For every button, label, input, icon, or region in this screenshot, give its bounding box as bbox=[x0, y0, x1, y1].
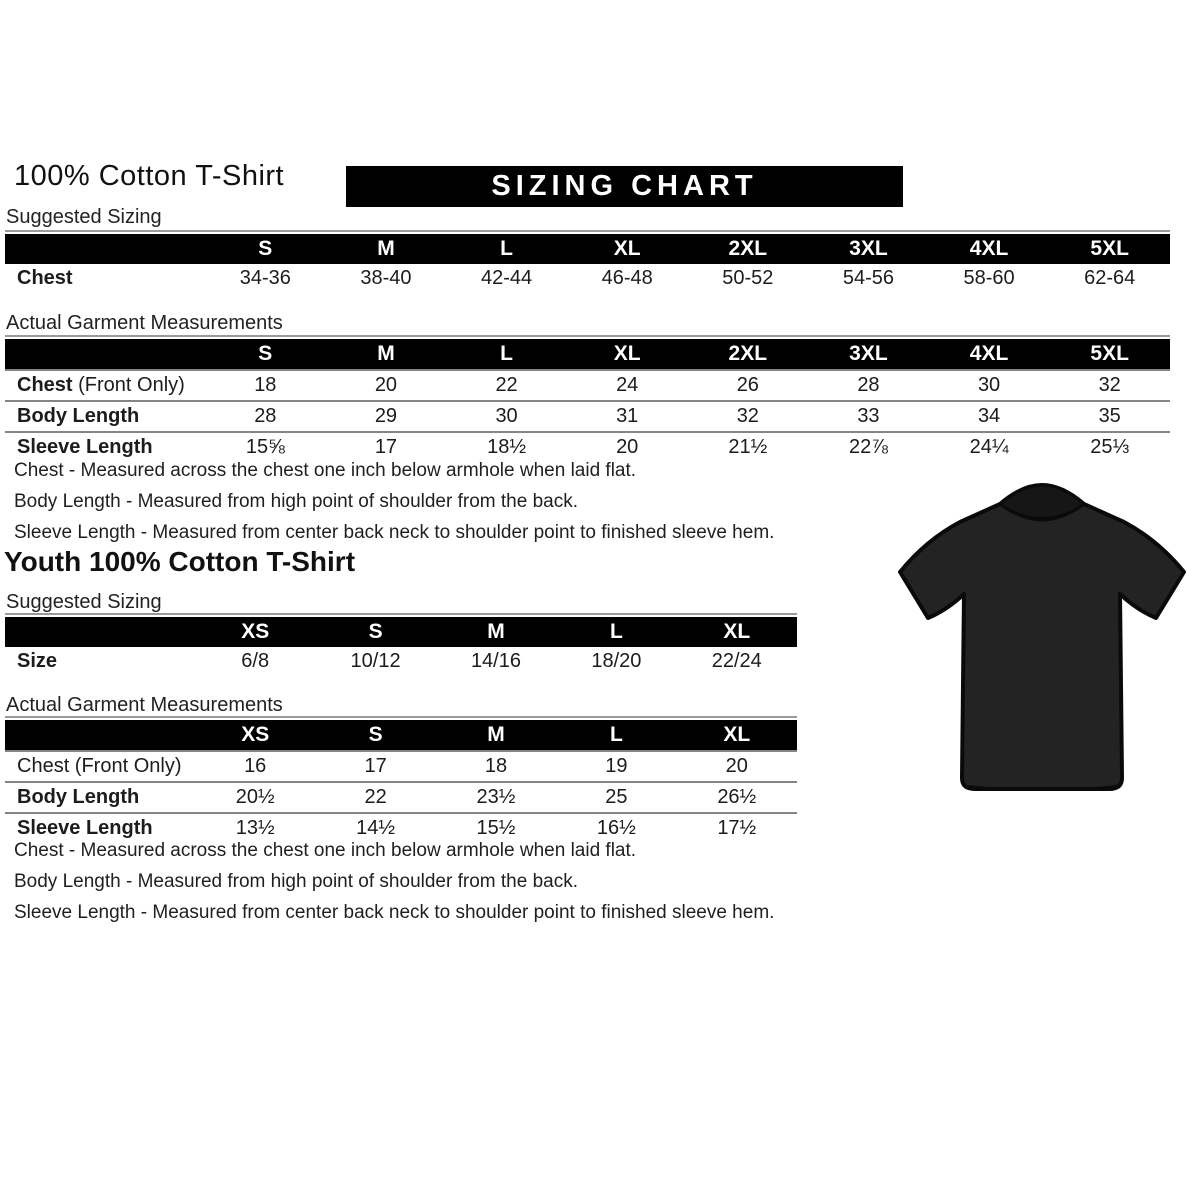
size-header-row bbox=[5, 339, 1170, 370]
measurement-row bbox=[5, 751, 797, 782]
sizing-table bbox=[5, 720, 797, 843]
note-sleeve-length: Sleeve Length - Measured from center back neck to shoulder point to finished sleeve hem. bbox=[14, 522, 775, 543]
youth-actual-measurements-label: Actual Garment Measurements bbox=[6, 694, 283, 716]
size-column-header: M bbox=[436, 720, 556, 751]
size-column-header: XS bbox=[195, 720, 315, 751]
measurement-value: 15⅝ bbox=[245, 436, 285, 458]
size-column-header: S bbox=[315, 720, 435, 751]
measurement-value: 16 bbox=[244, 755, 267, 777]
measurement-value: 32 bbox=[1098, 374, 1121, 396]
measurement-value: 13½ bbox=[235, 817, 275, 839]
size-column-header: 2XL bbox=[688, 339, 809, 370]
row-label-text: Body Length bbox=[17, 786, 140, 808]
measurement-value: 32 bbox=[736, 405, 759, 427]
measurement-row-label bbox=[5, 813, 195, 843]
measurement-value: 54-56 bbox=[842, 267, 895, 289]
measurement-row bbox=[5, 401, 1170, 432]
measurement-row bbox=[5, 370, 1170, 401]
row-label-text: Chest bbox=[17, 374, 73, 396]
size-column-header: L bbox=[446, 339, 567, 370]
measurement-value: 23½ bbox=[476, 786, 516, 808]
measurement-value: 19 bbox=[605, 755, 628, 777]
measurement-value: 50-52 bbox=[722, 267, 774, 289]
measurement-value: 24 bbox=[616, 374, 639, 396]
row-label-text: Chest (Front Only) bbox=[17, 755, 182, 777]
youth-suggested-sizing-label: Suggested Sizing bbox=[6, 591, 162, 613]
size-header-row bbox=[5, 234, 1170, 264]
measurement-row-label bbox=[5, 782, 195, 813]
youth-suggested-sizing-table bbox=[5, 613, 797, 676]
measurement-value: 34 bbox=[977, 405, 1001, 427]
size-column-header: 4XL bbox=[929, 234, 1050, 264]
adult-suggested-sizing-table bbox=[5, 230, 1170, 293]
note-chest: Chest - Measured across the chest one inch below armhole when laid flat. bbox=[14, 460, 637, 481]
youth-actual-measurements-table bbox=[5, 716, 797, 843]
header-spacer bbox=[5, 617, 195, 647]
measurement-value: 14/16 bbox=[470, 650, 521, 672]
size-column-header: M bbox=[436, 617, 556, 647]
adult-section-title: 100% Cotton T-Shirt bbox=[14, 160, 285, 192]
measurement-value: 29 bbox=[374, 405, 398, 427]
adult-actual-measurements-table bbox=[5, 335, 1170, 462]
measurement-value: 26½ bbox=[717, 786, 757, 808]
size-column-header: M bbox=[326, 339, 447, 370]
size-column-header: 3XL bbox=[808, 234, 929, 264]
measurement-value: 31 bbox=[616, 405, 639, 427]
size-column-header: 4XL bbox=[929, 339, 1050, 370]
measurement-value: 6/8 bbox=[241, 650, 270, 672]
measurement-value: 24¼ bbox=[969, 436, 1009, 458]
size-column-header: XL bbox=[567, 339, 688, 370]
row-label-suffix: (Front Only) bbox=[72, 374, 185, 396]
measurement-value: 58-60 bbox=[963, 267, 1015, 289]
measurement-value: 17 bbox=[364, 755, 387, 777]
measurement-value: 22⅞ bbox=[848, 436, 888, 458]
measurement-row bbox=[5, 647, 797, 676]
measurement-row bbox=[5, 813, 797, 843]
size-column-header: 5XL bbox=[1049, 234, 1170, 264]
measurement-value: 14½ bbox=[356, 817, 396, 839]
measurement-row-label bbox=[5, 751, 195, 782]
size-column-header: S bbox=[315, 617, 435, 647]
measurement-value: 16½ bbox=[596, 817, 636, 839]
measurement-row-label bbox=[5, 401, 205, 432]
size-column-header: S bbox=[205, 234, 326, 264]
measurement-value: 30 bbox=[977, 374, 1001, 396]
measurement-value: 25 bbox=[605, 786, 628, 808]
measurement-value: 20 bbox=[725, 755, 748, 777]
measurement-value: 17½ bbox=[717, 817, 757, 839]
size-column-header: L bbox=[446, 234, 567, 264]
black-tshirt-image bbox=[886, 468, 1198, 800]
size-column-header: 5XL bbox=[1049, 339, 1170, 370]
size-header-row bbox=[5, 720, 797, 751]
tshirt-silhouette bbox=[900, 485, 1184, 790]
note-body-length: Body Length - Measured from high point of shoulder from the back. bbox=[14, 871, 578, 892]
measurement-value: 18½ bbox=[487, 436, 527, 458]
measurement-value: 20½ bbox=[235, 786, 275, 808]
row-label-text: Chest bbox=[17, 267, 73, 289]
measurement-value: 26 bbox=[736, 374, 759, 396]
measurement-row bbox=[5, 782, 797, 813]
size-column-header: 2XL bbox=[688, 234, 809, 264]
measurement-value: 25⅓ bbox=[1090, 436, 1130, 458]
size-column-header: XL bbox=[567, 234, 688, 264]
note-sleeve-length: Sleeve Length - Measured from center back neck to shoulder point to finished sleeve hem. bbox=[14, 902, 775, 923]
measurement-value: 34-36 bbox=[239, 267, 291, 289]
size-column-header: XS bbox=[195, 617, 315, 647]
measurement-value: 18 bbox=[254, 374, 277, 396]
youth-section-title: Youth 100% Cotton T-Shirt bbox=[4, 546, 356, 577]
row-label-text: Body Length bbox=[17, 405, 140, 427]
measurement-value: 30 bbox=[495, 405, 518, 427]
note-chest: Chest - Measured across the chest one inch below armhole when laid flat. bbox=[14, 840, 637, 861]
sizing-table bbox=[5, 234, 1170, 293]
size-header-row bbox=[5, 617, 797, 647]
note-body-length: Body Length - Measured from high point of shoulder from the back. bbox=[14, 491, 578, 512]
sizing-table bbox=[5, 617, 797, 676]
measurement-value: 21½ bbox=[728, 436, 768, 458]
measurement-row-label bbox=[5, 647, 195, 676]
measurement-value: 18/20 bbox=[591, 650, 642, 672]
size-column-header: S bbox=[205, 339, 326, 370]
measurement-row bbox=[5, 264, 1170, 293]
measurement-value: 42-44 bbox=[480, 267, 533, 289]
sizing-table bbox=[5, 339, 1170, 462]
measurement-row-label bbox=[5, 432, 205, 462]
measurement-value: 33 bbox=[857, 405, 880, 427]
measurement-value: 28 bbox=[857, 374, 880, 396]
adult-measurement-notes bbox=[14, 460, 794, 553]
size-column-header: L bbox=[556, 617, 676, 647]
measurement-value: 38-40 bbox=[360, 267, 412, 289]
measurement-row bbox=[5, 432, 1170, 462]
adult-actual-measurements-label: Actual Garment Measurements bbox=[6, 312, 283, 334]
measurement-value: 46-48 bbox=[601, 267, 653, 289]
row-label-text: Sleeve Length bbox=[17, 436, 153, 458]
header-spacer bbox=[5, 339, 205, 370]
header-spacer bbox=[5, 720, 195, 751]
measurement-value: 22 bbox=[495, 374, 518, 396]
measurement-value: 10/12 bbox=[350, 650, 401, 672]
sizing-chart-banner bbox=[346, 166, 903, 207]
size-column-header: XL bbox=[677, 720, 797, 751]
row-label-text: Sleeve Length bbox=[17, 817, 153, 839]
measurement-value: 62-64 bbox=[1084, 267, 1136, 289]
measurement-value: 35 bbox=[1098, 405, 1121, 427]
measurement-value: 28 bbox=[254, 405, 277, 427]
sizing-chart-banner-label: SIZING CHART bbox=[491, 170, 758, 202]
size-column-header: XL bbox=[677, 617, 797, 647]
adult-suggested-sizing-label: Suggested Sizing bbox=[6, 206, 162, 228]
measurement-value: 17 bbox=[374, 436, 398, 458]
measurement-value: 22/24 bbox=[711, 650, 762, 672]
row-label-text: Size bbox=[17, 650, 58, 672]
youth-measurement-notes bbox=[14, 840, 794, 933]
measurement-value: 20 bbox=[374, 374, 398, 396]
measurement-value: 18 bbox=[484, 755, 508, 777]
measurement-row-label bbox=[5, 370, 205, 401]
size-column-header: 3XL bbox=[808, 339, 929, 370]
size-column-header: M bbox=[326, 234, 447, 264]
size-column-header: L bbox=[556, 720, 676, 751]
measurement-value: 22 bbox=[364, 786, 387, 808]
header-spacer bbox=[5, 234, 205, 264]
measurement-row-label bbox=[5, 264, 205, 293]
measurement-value: 15½ bbox=[476, 817, 516, 839]
measurement-value: 20 bbox=[616, 436, 639, 458]
